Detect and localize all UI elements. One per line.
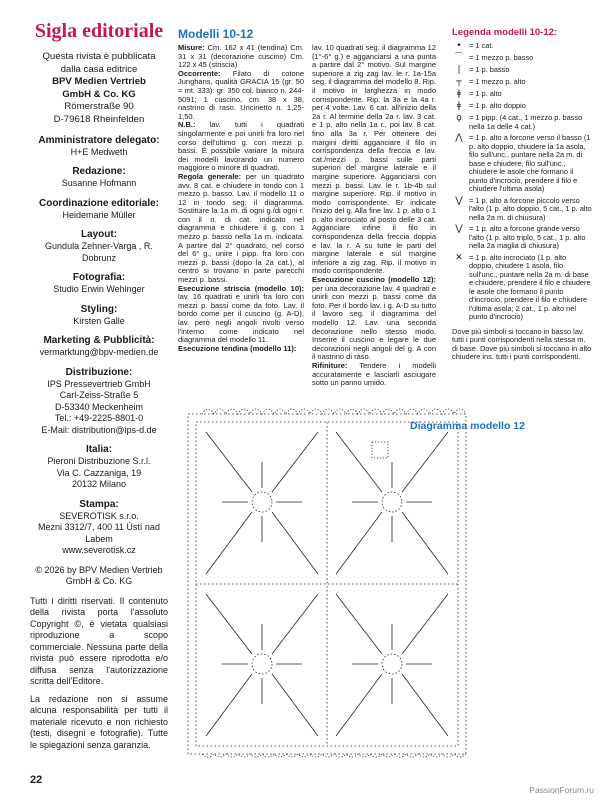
fork-stitch [272, 594, 318, 654]
italia-line-3: 20132 Milano [71, 479, 127, 490]
models-title: Modelli 10-12 [178, 27, 254, 41]
legend-item [452, 42, 592, 51]
legend-item [452, 114, 592, 131]
italia-heading: Italia: [85, 444, 113, 456]
half-double-crochet-icon: ┬ [456, 77, 462, 87]
single-crochet-icon: | [457, 65, 461, 75]
legal-notice [30, 596, 168, 752]
start-marker [372, 442, 388, 458]
copyright-line-1: © 2026 by BPV Medien Vertrieb [35, 564, 163, 575]
layout-heading: Layout: [80, 229, 118, 241]
legend-item [452, 134, 592, 194]
large-fork-up-icon: ⋁ [455, 224, 463, 234]
fork-stitch [402, 432, 448, 492]
fork-stitch [336, 594, 382, 654]
colophon [30, 20, 168, 757]
colophon-intro-2: dalla casa editrice [60, 63, 138, 75]
legal-disclaimer-text: La redazione non si assume alcuna responsabilità per tutti il materiale ricevuto e non richiesto (testi, disegni e fotografie). Tutte le spiegazioni senza garanzia. [30, 693, 168, 750]
legend-item [452, 78, 592, 87]
styling-heading: Styling: [80, 303, 118, 315]
print-line-2: Mezni 3312/7, 400 11 Ústí nad [38, 522, 160, 533]
legend-text: = 1 cat. [469, 41, 494, 50]
motif-center [382, 492, 402, 512]
publisher-name-2: GmbH & Co. KG [62, 88, 136, 100]
marketing-heading: Marketing & Pubblicità: [43, 335, 155, 347]
fork-stitch [336, 674, 382, 736]
legend-text: = 1 p. alto a forcone verso il basso (1 p. alto doppio, chiudere la 1a asola, filo sull'unc., puntare nella 2a m. di base e chiudere, filo sull'unc., chiudere le asole che formano il punto d'incrocio, prendere il filo e chiudere l'ultima asola) [469, 133, 591, 193]
legend-note: Dove più simboli si toccano in basso lav. tutti i punti corrispondenti nella stessa m. di base. Dove più simboli si toccano in alto chiudere ins. tutti i punti corrispondenti. [452, 326, 592, 362]
nb-text: lav. tutti i quadrati singolarmente e poi unirli fra loro nel corso dell'ultimo g. con mezzi p. bassi. È possibile variare la misura dei modelli lavorando un numero maggiore o minore di quadrati. [178, 120, 304, 173]
photo-name: Studio Erwin Wehinger [53, 284, 145, 295]
fork-stitch [272, 674, 318, 736]
misure-text: Cm. 162 x 41 (tendina) Cm. 31 x 31 (decorazione cuscino) Cm. 122 x 45 (striscia) [178, 43, 304, 70]
crossed-stitch-icon: ✕ [455, 252, 463, 263]
fork-stitch [336, 432, 382, 492]
instructions-column-1 [178, 44, 304, 353]
rifiniture-label: Rifiniture: [312, 360, 348, 370]
print-line-3: Labem [85, 533, 113, 544]
layout-names: Gundula Zehner-Varga , R. Dobrunz [45, 241, 153, 263]
motif-center [252, 492, 272, 512]
distribution-line-1: IPS Pressevertrieb GmbH [47, 378, 151, 389]
publisher-address-2: D-79618 Rheinfelden [53, 113, 145, 125]
regola-text: per un quadrato avv. 8 cat. e chiudere in tondo con 1 mezzo p. basso. Lav. il modello 11 o 12 in tondo seg. il diagramma. Sostituire la 1a m. di ogni g./di ogni r. con il n. di cat. indicato nel diagramma e chiudere il g. con 1 mezzo p. basso nella 1a m. indicata. A partire dal 2° quadrato, nel corso del 6° g., unire i pipp. fra loro con mezzi p. bassi (dopo la 2a cat.), al centro si trovano in parte parecchi mezzi p. bassi. [178, 171, 304, 285]
distribution-line-4: Tel.: +49-2225-8801-0 [54, 413, 144, 424]
legend-item [452, 254, 592, 322]
fork-stitch [402, 512, 448, 574]
picot-edge [202, 409, 466, 414]
slip-stitch-icon: ⌒ [454, 53, 464, 63]
italia-line-2: Via C. Cazzaniga, 19 [56, 467, 142, 478]
publisher-name-1: BPV Medien Vertrieb [52, 76, 146, 88]
italia-line-1: Pieroni Distribuzione S.r.l. [47, 456, 151, 467]
page-number: 22 [30, 774, 43, 786]
fork-stitch [206, 432, 252, 492]
publisher-address-1: Römerstraße 90 [64, 101, 134, 113]
legend-text: = 1 mezzo p. alto [469, 77, 526, 86]
regola-label: Regola generale: [178, 171, 242, 181]
rifiniture-text: Tendere i modelli accuratamente e lasciarli asciugare sotto un panno umido. [312, 360, 437, 388]
distribution-heading: Distribuzione: [65, 366, 133, 378]
legend [452, 42, 592, 362]
legend-item [452, 225, 592, 251]
legend-text: = 1 p. alto a forcone grande verso l'alto (1 p. alto triplo, 5 cat., 1 p. alto nella 2a maglia di chiusura) [469, 224, 586, 250]
tendina-label: Esecuzione tendina (modello 11): [178, 343, 297, 353]
admin-heading: Amministratore delegato: [38, 134, 160, 146]
fork-stitch [336, 512, 382, 574]
occorrente-label: Occorrente: [178, 68, 221, 78]
fork-stitch [402, 674, 448, 736]
coordination-name: Heidemarie Müller [62, 209, 136, 220]
colophon-title: Sigla editoriale [34, 20, 164, 42]
crochet-diagram [182, 402, 472, 760]
distribution-line-2: Carl-Zeiss-Straße 5 [59, 390, 139, 401]
striscia-text: lav. 16 quadrati e unirli fra loro con mezzi p. bassi come da foto. Lav. il bordo come per il cuscino (g. A-D), lav. però negli angoli rivolti verso l'interno come indicato nel diagramma del modello 11. [178, 292, 304, 345]
legend-item [452, 102, 592, 111]
legend-text: = 1 p. alto [469, 89, 502, 98]
redazione-heading: Redazione: [72, 166, 126, 178]
striscia-label: Esecuzione striscia (modello 10): [178, 283, 304, 293]
legend-text: = 1 pipp. (4 cat., 1 mezzo p. basso nella 1a delle 4 cat.) [469, 113, 583, 131]
legend-text: = 1 p. basso [469, 65, 510, 74]
motif-center [252, 654, 272, 674]
coordination-heading: Coordinazione editoriale: [38, 197, 159, 209]
legend-title: Legenda modelli 10-12: [452, 27, 558, 38]
legend-text: = 1 mezzo p. basso [469, 53, 534, 62]
picot-edge [202, 754, 466, 757]
legend-text: = 1 p. alto a forcone piccolo verso l'alto (1 p. alto doppio, 5 cat., 1 p. alto nella 2a m. di chiusura) [469, 195, 592, 222]
picot-icon: ϙ [456, 113, 462, 123]
distribution-line-5: E-Mail: distribution@ips-d.de [41, 424, 157, 435]
instructions-column-2 [312, 44, 436, 388]
diagram-title: Diagramma modello 12 [410, 420, 525, 432]
small-fork-up-icon: ⋁ [455, 195, 463, 206]
watermark: PassionForum.ru [529, 785, 594, 795]
fork-stitch [206, 594, 252, 654]
legend-item [452, 90, 592, 99]
print-heading: Stampa: [79, 498, 119, 510]
fork-stitch [402, 594, 448, 654]
fork-down-icon: ⋀ [455, 133, 463, 143]
distribution-line-3: D-53340 Meckenheim [54, 401, 144, 412]
redazione-name: Susanne Hofmann [61, 178, 137, 189]
legend-item [452, 197, 592, 223]
colophon-intro-1: Questa rivista è pubblicata [42, 51, 156, 62]
copyright-line-2: GmbH & Co. KG [65, 576, 133, 587]
fork-stitch [272, 432, 318, 492]
legal-rights-text: Tutti i diritti riservati. Il contenuto della rivista porta l'assoluto Copyright ©, è vietata qualsiasi riproduzione a scopo commerciale. Nessuna parte della rivista può essere riprodotta e/o diffusa senza l'autorizzazione scritta dell'Editore. [30, 595, 168, 687]
treble-crochet-icon: ǂ [456, 101, 462, 111]
print-line-1: SEVEROTISK s.r.o. [59, 510, 139, 521]
chain-stitch-icon: • [456, 41, 462, 51]
cuscino-text: per una decorazione lav. 4 quadrati e unirli con mezzi p. bassi come da foto. Per il bordo lav. i g. A-D su tutto il lavoro seg. il diagramma del modello 12. Lav. una seconda decorazione nello stesso modo. Inserire il cuscino e legare le due decorazioni negli angoli del g. A con il nastrino di raso. [312, 283, 436, 362]
legend-item [452, 66, 592, 75]
double-crochet-icon: ǂ [456, 89, 462, 99]
styling-name: Kirsten Galle [73, 315, 125, 326]
legend-text: = 1 p. alto doppio [469, 101, 526, 110]
fork-stitch [272, 512, 318, 574]
legend-text: = 1 p. alto incrociato (1 p. alto doppio, chiudere 1 asola, filo sull'unc., puntare nella 2a m. di base e chiudere, prendere il filo e chiudere le asole che formano il punto d'incrocio, prendere il filo e chiudere l'ultima asola; 2 cat., 1 p. alto nel punto d'incrocio) [469, 252, 591, 321]
admin-name: H+E Medweth [70, 146, 128, 157]
occorrente-text: Filato di cotone Junghans, qualità GRACIA 15 (gr. 50 = mt. 333): gr. 350 col. bianco n. 244-5091; 1 cuscino, cm. 38 x 38, nastrino di raso. Uncinetto n. 1,25-1,50. [178, 68, 304, 121]
nb-label: N.B.: [178, 120, 196, 130]
fork-stitch [206, 512, 252, 574]
tendina-text: lav. 10 quadrati seg. il diagramma 12 (1°-6° g.) e agganciarsi a una punta a partire dal 2° motivo. Sul margine superiore a zig zag lav. le r. 1a-15a seg. il diagramma del modello 8. Rip. il motivo in larghezza in modo corrispondente. Rip. la 3a e la 4a r. per 4 volte. Lav. 6 cat. all'inizio della 2a r. Al termine della 2a r. lav. 3 cat. e 1 p. alto nella 1a r., poi lav. 8 cat. fino alla 3a r. Per ottenere dei margini diritti agganciare il filo in corrispondenza della freccia e lav. cat./mezzi p. bassi sulle parti superiori del margine laterale e il margine superiore. Agganciarsi con mezzi p. bassi. Lav. le r. 1b-4b sul margine superiore. Rip. il motivo in modo corrispondente. Er indicate l'inizio del g. Alla fine lav. 1 p. alto o 1 p. alto incrociato al posto delle 3 cat. Agganciare infine il filo in corrispondenza della freccia doppia e lav. la r. A su tutte le parti del margine laterale e sul margine inferiore a zig zag. Rip. il motivo in modo corrispondente. [312, 43, 436, 276]
marketing-email: vermarktung@bpv-medien.de [39, 347, 159, 358]
motif-center [382, 654, 402, 674]
fork-stitch [206, 674, 252, 736]
photo-heading: Fotografia: [72, 272, 126, 284]
legend-item [452, 54, 592, 63]
misure-label: Misure: [178, 43, 205, 52]
cuscino-label: Esecuzione cuscino (modello 12): [312, 275, 436, 285]
print-website: www.severotisk.cz [62, 545, 136, 556]
